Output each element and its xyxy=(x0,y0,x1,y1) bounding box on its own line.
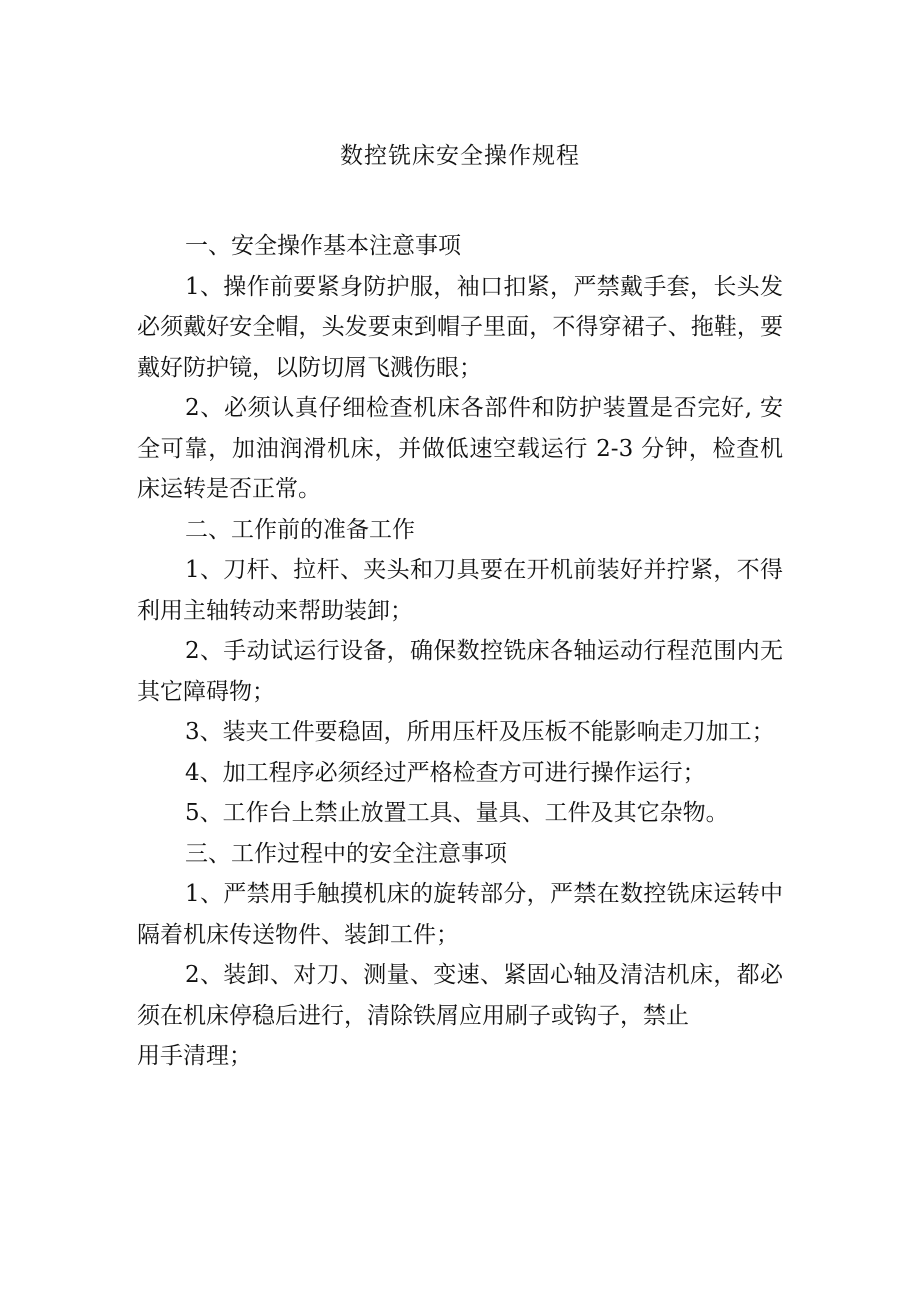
document-body xyxy=(137,226,783,1077)
section-heading-3: 三、工作过程中的安全注意事项 xyxy=(185,840,507,867)
paragraph-1-1: 1、操作前要紧身防护服，袖口扣紧，严禁戴手套，长头发必须戴好安全帽，头发要束到帽子里面，不得穿裙子、拖鞋，要戴好防护镜，以防切屑飞溅伤眼； xyxy=(137,273,783,381)
paragraph-2-2: 2、手动试运行设备，确保数控铣床各轴运动行程范围内无其它障碍物； xyxy=(137,638,783,705)
paragraph-3-2-continuation: 用手清理； xyxy=(137,1043,252,1069)
document-title: 数控铣床安全操作规程 xyxy=(340,143,580,169)
paragraph-2-4: 4、加工程序必须经过严格检查方可进行操作运行； xyxy=(185,759,706,786)
paragraph-3-1: 1、严禁用手触摸机床的旋转部分，严禁在数控铣床运转中隔着机床传送物件、装卸工件； xyxy=(137,881,783,948)
section-heading-2: 二、工作前的准备工作 xyxy=(185,516,415,543)
paragraph-2-3: 3、装夹工件要稳固，所用压杆及压板不能影响走刀加工； xyxy=(185,719,775,745)
paragraph-3-2: 2、装卸、对刀、测量、变速、紧固心轴及清洁机床，都必须在机床停稳后进行，清除铁屑应用刷子或钩子，禁止 xyxy=(137,962,783,1029)
paragraph-2-5: 5、工作台上禁止放置工具、量具、工件及其它杂物。 xyxy=(185,800,729,826)
paragraph-1-2: 2、必须认真仔细检查机床各部件和防护装置是否完好, 安全可靠，加油润滑机床，并做低速空载运行 2-3 分钟，检查机床运转是否正常。 xyxy=(137,395,783,502)
section-heading-1: 一、安全操作基本注意事项 xyxy=(185,233,461,259)
paragraph-2-1: 1、刀杆、拉杆、夹头和刀具要在开机前装好并拧紧，不得利用主轴转动来帮助装卸； xyxy=(137,557,783,624)
